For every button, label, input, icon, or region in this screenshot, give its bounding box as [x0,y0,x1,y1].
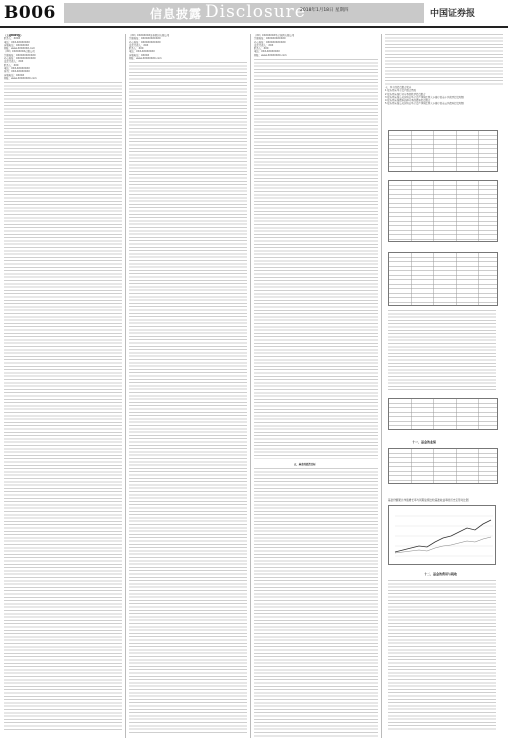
text-line: 2 报告期末按行业分类的股票投资组合 [385,92,426,96]
text-line: 网址：www.XXXXXXX.com [4,47,35,51]
column-3-text [254,34,378,57]
section-title-cn: 信息披露 [150,7,203,21]
fees-section-title: 十二、基金的费用与税收 [424,572,458,576]
column-4-text [385,86,503,106]
text-line: 电话：XXX-XXXXXXXX [129,50,155,54]
text-line: 注册地址：XXXXXXXXXXXX [254,37,286,41]
column-1-text [4,37,122,80]
column-2-text [129,34,247,60]
asset-allocation-table [388,130,498,172]
text-line: 1 报告期末基金资产组合情况 [385,89,416,93]
text-line: 电话：XXX-XXXXXXXX [254,50,280,54]
performance-table [388,448,498,484]
text-line: 注册地址：XXXXXXXXXXXX [4,53,36,57]
page-header [0,0,508,28]
column-1-body [4,82,122,732]
text-line: 传真：XXX-XXXXXXXX [4,70,30,74]
text-line: （XX）XXXXXXXX基金销售有限公司 [254,34,295,37]
page-number: B006 [4,3,56,23]
text-line: 客服电话：XXXXX [4,73,25,77]
text-line: 法定代表人：XXX [129,43,149,47]
text-line: （XX）XXXXXXXX有限公司 [4,50,35,54]
text-line: 网址：www.XXXXXXXX.com [4,76,37,80]
industry-allocation-table [388,180,498,242]
text-line: 十、基金的投资组合报告 [385,86,412,89]
text-line: 网址：www.XXXXXXXX.com [129,57,162,61]
text-line: 办公地址：XXXXXXXXXXXX [4,57,36,61]
text-line: 网址：www.XXXXXXXX.com [254,53,287,57]
text-line: 电话：XXX-XXXXXXXX [4,40,30,44]
text-line: 5 报告期末按公允价值占基金资产净值比例大小排序的前五名债券投资明细 [385,102,464,106]
header-rule [0,26,508,28]
column-divider [250,34,251,738]
text-line: 注册地址：XXXXXXXXXXXX [129,37,161,41]
performance-title: 十一、基金的业绩 [412,440,437,444]
text-line: 联系人：XXX [254,47,269,51]
text-line: 办公地址：XXXXXXXXXXXX [129,40,161,44]
text-line: 办公地址：XXXXXXXXXXXX [254,40,286,44]
column-2 [129,34,247,738]
text-line: 法定代表人：XXX [254,43,274,47]
text-line: 客服电话：XXXXX [129,53,150,57]
top-stocks-table [388,252,498,306]
bond-table [388,398,498,430]
text-line: 联系人：XXX [129,47,144,51]
text-line: 法定代表人：XXX [4,60,24,64]
column-divider [381,34,382,738]
column-divider [125,34,126,738]
text-line: 客服电话：XXXXXXXX [4,43,30,47]
text-line: （XX）XXXXXXXX证券股份有限公司 [129,34,170,37]
column-3-body [254,59,378,459]
date-line: 2018年1月18日 星期四 [300,8,349,13]
column-1-heading: （上接B005版） [4,34,23,37]
chart-caption: 基金份额累计净值增长率与同期业绩比较基准收益率的历史走势对比图 [388,499,469,502]
column-3 [254,34,378,738]
notes-text [388,310,496,390]
fees-text [388,580,496,730]
text-line: 联系人：XXXX [4,37,21,41]
text-line: 电话：XXX-XXXXXXXX [4,66,30,70]
text-line: 联系人：XXX [4,63,19,67]
section-title-en: Disclosure [205,2,306,22]
text-line: 4 报告期末按债券品种分类的债券投资组合 [385,99,431,103]
column-1 [4,34,122,738]
column-2-body [129,62,247,734]
text-line: 3 报告期末按公允价值占基金资产净值比例大小排序的前十名股票投资明细 [385,95,464,99]
column-3-body-lower [254,468,378,738]
nav-chart [388,505,496,565]
column-3-section-title: 五、基金的投资目标 [294,463,316,467]
newspaper-brand: 中国证券报 [430,9,476,19]
column-4-intro [385,34,503,86]
nav-chart-svg [389,506,495,564]
benchmark-line [395,537,491,553]
